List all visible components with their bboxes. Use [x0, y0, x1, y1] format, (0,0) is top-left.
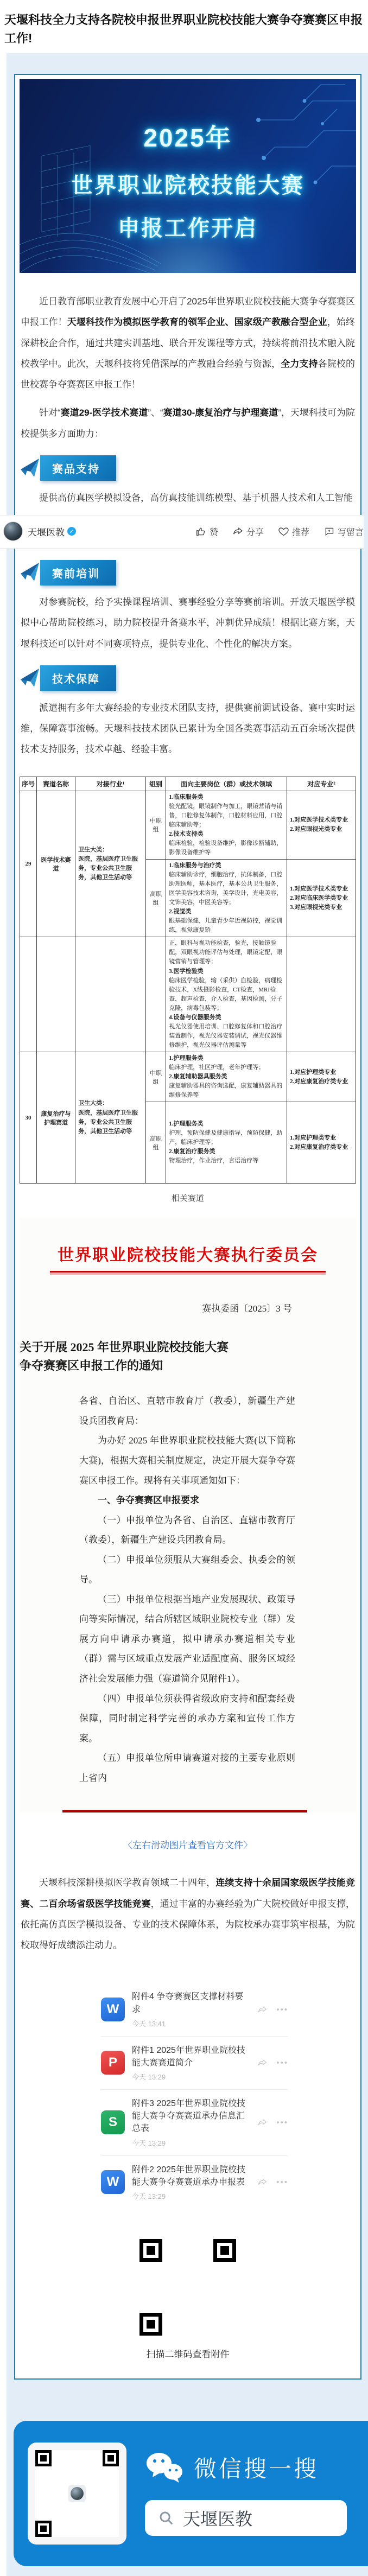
account-qr-code	[35, 2450, 119, 2537]
like-button[interactable]: 赞	[195, 525, 218, 538]
search-query-text: 天堰医教	[183, 2509, 253, 2529]
committee-title: 世界职业院校技能大赛执行委员会	[58, 1246, 318, 1265]
word-file-icon: W	[101, 2170, 125, 2194]
wechat-search-field[interactable]	[145, 2500, 347, 2536]
thumbs-up-icon	[195, 526, 207, 537]
attachment-title[interactable]: 附件1 2025年世界职业院校技能大赛赛道简介	[132, 2045, 245, 2068]
more-icon[interactable]: •••	[276, 2005, 288, 2014]
table-row: 29 医学技术赛道 卫生大类： 医院，基层医疗卫生服务，专业公共卫生服务，其他卫生活动等 中职组 1.临床服务类 验光配镜，眼镜制作与加工，眼镜营销与销售，口腔修复体制作，口腔材料应用，口腔临床辅助等； 2.技术支持类 临床检验，检验设备维护，影像诊断辅助，影像设备维护等 1.对应医学技术类专业 2.对应眼视光类专业	[20, 791, 356, 859]
notice-item: （五）申报单位所申请赛道对接的主要专业原则上省内	[79, 1753, 295, 1783]
attachment-time: 今天 13:29	[132, 2139, 166, 2147]
comment-button[interactable]: 写留言	[323, 525, 364, 538]
attachment-row[interactable]	[101, 1983, 288, 2036]
table-header-row: 序号 赛道名称 对接行业¹ 组别 面向主要岗位（群）或技术领域 对应专业²	[20, 777, 356, 791]
table-row: 高职组 1.护理服务类 护理，预防保健及健康指导，预防保健，助产，临床护理等； 2.康复治疗服务类 物理治疗，作业治疗，言语治疗等 1.对应护理类专业 2.对应康复治疗类专业	[20, 1102, 356, 1184]
account-avatar[interactable]	[3, 521, 23, 541]
share-button[interactable]: 分享	[232, 525, 264, 538]
more-icon[interactable]: •••	[276, 2058, 288, 2068]
hero-banner-image	[20, 79, 356, 273]
hero-title: 世界职业院校技能大赛	[71, 174, 304, 198]
article-content-box	[14, 74, 364, 2380]
more-icon[interactable]: •••	[276, 2177, 288, 2187]
forward-icon[interactable]	[257, 2117, 268, 2128]
search-icon	[158, 2510, 174, 2526]
comment-icon	[323, 526, 335, 537]
swipe-images-link[interactable]: 〈左右滑动图片查看官方文件〉	[123, 1840, 252, 1851]
section-badge-row	[20, 456, 356, 480]
badge-product-support: 赛品支持	[40, 455, 116, 481]
recommend-button[interactable]: 推荐	[278, 525, 309, 538]
account-qr-card	[28, 2443, 126, 2545]
wechat-search-banner	[14, 2421, 368, 2566]
word-file-icon: W	[101, 1998, 125, 2021]
wechat-icon	[145, 2451, 184, 2484]
paper-plane-icon	[20, 562, 40, 583]
attachment-row[interactable]	[101, 2090, 288, 2156]
document-number: 赛执委函〔2025〕3 号	[202, 1303, 292, 1314]
notice-heading-1: 一、争夺赛赛区申报要求	[98, 1495, 199, 1506]
table-row: 30 康复治疗与护理赛道 卫生大类： 医院，基层医疗卫生服务，专业公共卫生服务，其他卫生活动等 中职组 1.护理服务类 临床护理，社区护理，老年护理等； 2.康复辅助器具服务类 康复辅助器具的咨询选配，康复辅助器具的维修保养等 1.对应护理类专业 2.对应康复治疗类专业	[20, 1052, 356, 1102]
table-caption: 相关赛道	[171, 1194, 204, 1204]
notice-title: 关于开展 2025 年世界职业院校技能大赛 争夺赛赛区申报工作的通知	[20, 1340, 229, 1373]
paper-plane-icon	[20, 667, 40, 689]
track-table-image	[20, 777, 356, 1184]
forward-icon[interactable]	[257, 2177, 268, 2187]
badge-technical-support: 技术保障	[40, 665, 116, 691]
heart-icon	[278, 526, 289, 537]
tech-support-paragraph: 派遣拥有多年大赛经验的专业技术团队支持，提供赛前调试设备、赛中实时运维，保障赛事流畅。天堰科技技术团队已累计为全国各类赛事活动五百余场次提供技术支持服务，技术卓越、经验丰富。	[21, 702, 355, 755]
more-icon[interactable]: •••	[276, 2117, 288, 2127]
action-buttons	[185, 525, 364, 538]
section-badge-row	[20, 666, 356, 690]
notice-item: （一）申报单位为各省、自治区、直辖市教育厅（教委），新疆生产建设兵团教育局。	[79, 1515, 295, 1545]
hero-subtitle: 申报工作开启	[118, 217, 258, 241]
article-title: 天堰科技全力支持各院校申报世界职业院校技能大赛争夺赛赛区申报工作!	[0, 0, 368, 53]
hero-year: 2025年	[143, 124, 232, 152]
attachment-time: 今天 13:41	[132, 2019, 166, 2028]
tracks-paragraph: 针对“赛道29-医学技术赛道”、“赛道30-康复治疗与护理赛道”，天堰科技可为院校提供多方面助力：	[21, 408, 355, 439]
notice-item: （三）申报单位根据当地产业发展现状、政策导向等实际情况，结合所辖区域职业院校专业（群）发展方向申请承办赛道，拟申请承办赛道相关专业（群）需与区域重点发展产业适配度高、服务区域经济社会发展能力强（赛道简介见附件1）。	[79, 1594, 295, 1684]
red-rule	[50, 1271, 326, 1273]
attachment-title[interactable]: 附件2 2025年世界职业院校技能大赛争夺赛赛道承办申报表	[132, 2165, 245, 2187]
paper-plane-icon	[20, 457, 40, 479]
attachment-title[interactable]: 附件3 2025年世界职业院校技能大赛争夺赛赛道承办信息汇总表	[132, 2099, 245, 2134]
qr-section	[20, 2239, 356, 2360]
notice-item: （二）申报单位须服从大赛组委会、执委会的领导。	[79, 1554, 295, 1585]
notice-item: （四）申报单位须获得省级政府支持和配套经费保障，同时制定科学完善的承办方案和宣传工作方案。	[79, 1693, 295, 1744]
sheet-file-icon: S	[101, 2110, 125, 2134]
closing-paragraph: 天堰科技深耕模拟医学教育领域二十四年，连续支持十余届国家级医学技能竞赛、二百余场省级医学技能竞赛，通过丰富的办赛经验为广大院校做好申报支撑，依托高仿真医学模拟设备、专业的技术保障体系，为院校承办赛事筑牢根基，为院校取得好成绩添注动力。	[21, 1878, 356, 1951]
badge-pre-competition-training: 赛前培训	[40, 560, 116, 586]
notice-body	[20, 1375, 356, 1788]
qr-caption: 扫描二维码查看附件	[146, 2349, 230, 2359]
attachment-row[interactable]	[101, 2037, 288, 2090]
forward-icon[interactable]	[257, 2005, 268, 2015]
product-support-paragraph: 提供高仿真医学模拟设备，高仿真技能训练模型、基于机器人技术和人工智能	[39, 492, 353, 503]
attachment-row[interactable]	[101, 2156, 288, 2209]
forward-icon[interactable]	[257, 2058, 268, 2068]
section-badge-row	[20, 561, 356, 584]
page-background	[7, 53, 368, 2576]
wechat-action-bar	[0, 515, 364, 549]
attachment-time: 今天 13:29	[132, 2073, 166, 2082]
notice-intro: 为办好 2025 年世界职业院校技能大赛(以下简称大赛)，根据大赛相关制度规定，决定开展大赛争夺赛赛区申报工作。现将有关事项通知如下：	[79, 1435, 295, 1486]
intro-paragraph: 近日教育部职业教育发展中心开启了2025年世界职业院校技能大赛争夺赛赛区申报工作！天堰科技作为模拟医学教育的领军企业、国家级产教融合型企业，始终深耕校企合作，通过共建实训基地、联合开发课程等方式，持续将前沿技术融入院校教学中。此次，天堰科技将凭借深厚的产教融合经验与资源，全力支持各院校的世校赛争夺赛赛区申报工作！	[21, 296, 356, 390]
official-document-image	[20, 1218, 356, 1812]
attachment-time: 今天 13:29	[132, 2192, 166, 2200]
account-name[interactable]: 天堰医教	[28, 527, 65, 538]
pdf-file-icon: P	[101, 2051, 125, 2075]
table-row: 高职组 1.临床服务与治疗类 临床辅助诊疗，细胞治疗，抗体制备，口腔助理医师，基本医疗，基本公共卫生服务，医学美容技术咨询，美学设计，光电美容，文饰美容，中医美容等； 2.视觉类 眼基础保健，儿童青少年近视防控，视觉训练，视觉康复矫 1.对应医学技术类专业 2.对应临床医学类专业 3.对应眼视光类专业	[20, 860, 356, 937]
attachment-qr-code	[139, 2239, 236, 2336]
attachment-title[interactable]: 附件4 争夺赛赛区支撑材料要求	[132, 1992, 244, 2014]
wechat-search-brand: 微信搜一搜	[194, 2456, 319, 2482]
track-table	[20, 777, 356, 1184]
training-paragraph: 对参赛院校，给予实操课程培训、赛事经验分享等赛前培训。开放天堰医学模拟中心帮助院校练习，助力院校提升备赛水平，冲刺优异成绩！根据比赛方案，天堰科技还可以针对不同赛项特点，提供专业化、个性化的解决方案。	[21, 597, 355, 649]
tellyes-logo	[67, 2484, 87, 2503]
red-divider	[62, 1810, 307, 1812]
verified-badge-icon: ✓	[67, 527, 76, 536]
share-arrow-icon	[232, 526, 244, 537]
attachment-list	[101, 1983, 288, 2209]
notice-addressee: 各省、自治区、直辖市教育厅（教委），新疆生产建设兵团教育局：	[79, 1396, 295, 1426]
table-row-continuation: 正，眼科与视功能检查，验光，接触镜验配，双眼视功能评估与处理，眼镜定配，眼镜营销与管理等； 3.医学检验类 临床医学检验，输（采供）血检验，病理检验技术，X线摄影检查，CT检查，MRI检查，超声检查，介入检查，基因检测，分子克隆，病毒包装等； 4.设备与仪器服务类 视光仪器使用培训、口腔修复体和口腔治疗装置制作，视光仪器安装调试，视光仪器维修维护，视光仪器评估测量等	[20, 937, 356, 1052]
